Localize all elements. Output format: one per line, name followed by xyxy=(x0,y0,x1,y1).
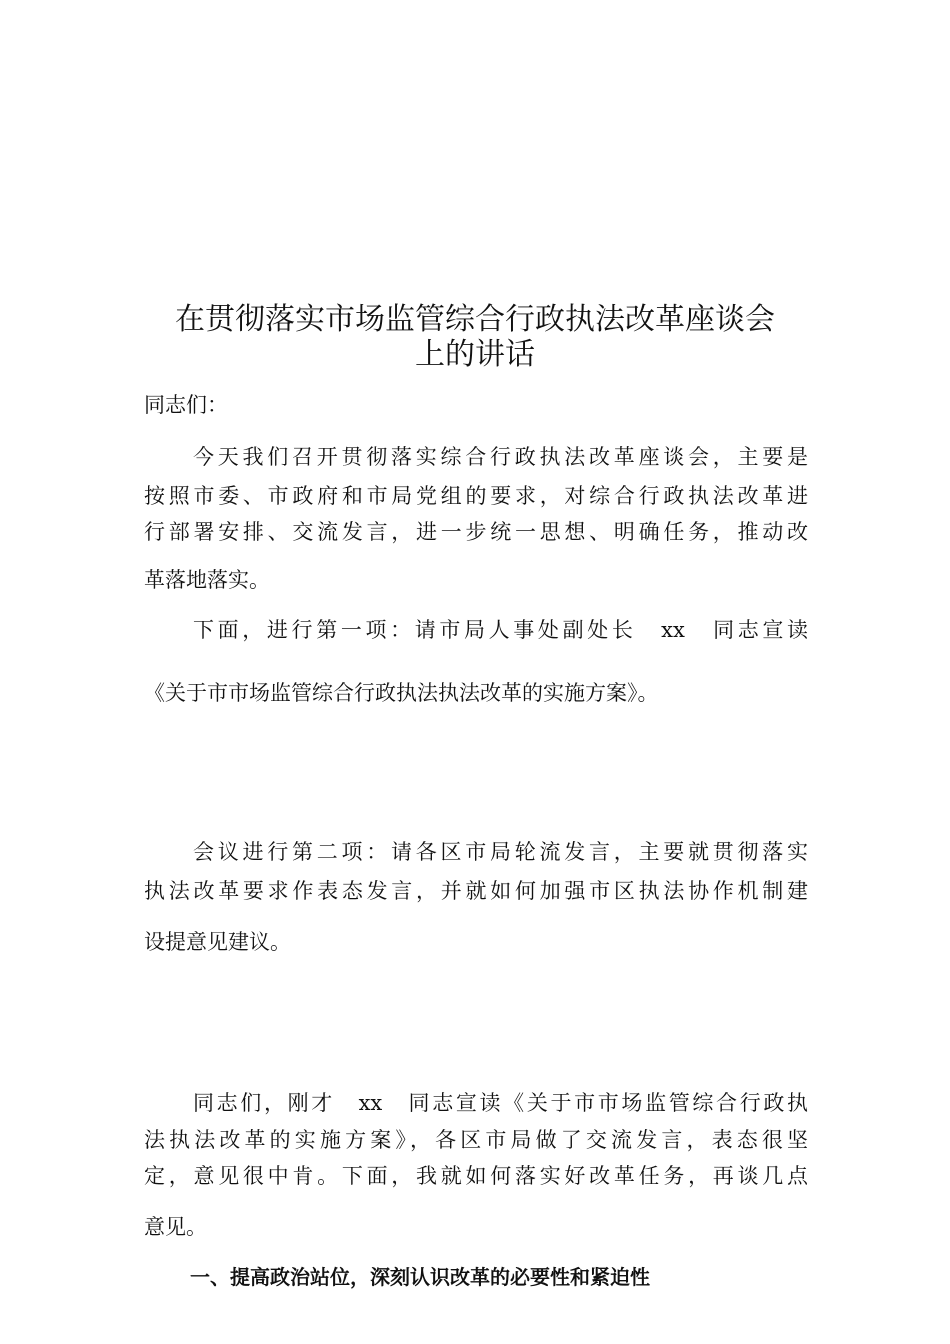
paragraph-3-line-1: 会议进行第二项：请各区市局轮流发言，主要就贯彻落实 xyxy=(193,840,808,864)
paragraph-4-line-4: 意见。 xyxy=(144,1215,207,1239)
document-title-line-1: 在贯彻落实市场监管综合行政执法改革座谈会 xyxy=(175,302,775,337)
paragraph-1-line-3: 行部署安排、交流发言，进一步统一思想、明确任务，推动改 xyxy=(144,520,808,544)
paragraph-4-line-1: 同志们，刚才 xx 同志宣读《关于市市场监管综合行政执 xyxy=(193,1091,808,1115)
document-title-line-2: 上的讲话 xyxy=(415,337,535,372)
paragraph-4-line-2: 法执法改革的实施方案》，各区市局做了交流发言，表态很坚 xyxy=(144,1128,808,1152)
salutation: 同志们： xyxy=(144,393,228,417)
paragraph-3-line-3: 设提意见建议。 xyxy=(144,930,291,954)
paragraph-3-line-2: 执法改革要求作表态发言，并就如何加强市区执法协作机制建 xyxy=(144,879,808,903)
paragraph-1-line-1: 今天我们召开贯彻落实综合行政执法改革座谈会，主要是 xyxy=(193,445,808,469)
paragraph-2-line-1: 下面，进行第一项：请市局人事处副处长 xx 同志宣读 xyxy=(193,618,808,642)
paragraph-4-line-3: 定，意见很中肯。下面，我就如何落实好改革任务，再谈几点 xyxy=(144,1164,808,1188)
paragraph-2-line-2: 《关于市市场监管综合行政执法执法改革的实施方案》。 xyxy=(144,681,659,705)
paragraph-1-line-4: 革落地落实。 xyxy=(144,568,270,592)
paragraph-1-line-2: 按照市委、市政府和市局党组的要求，对综合行政执法改革进 xyxy=(144,484,808,508)
section-heading-1: 一、提高政治站位，深刻认识改革的必要性和紧迫性 xyxy=(190,1265,650,1289)
